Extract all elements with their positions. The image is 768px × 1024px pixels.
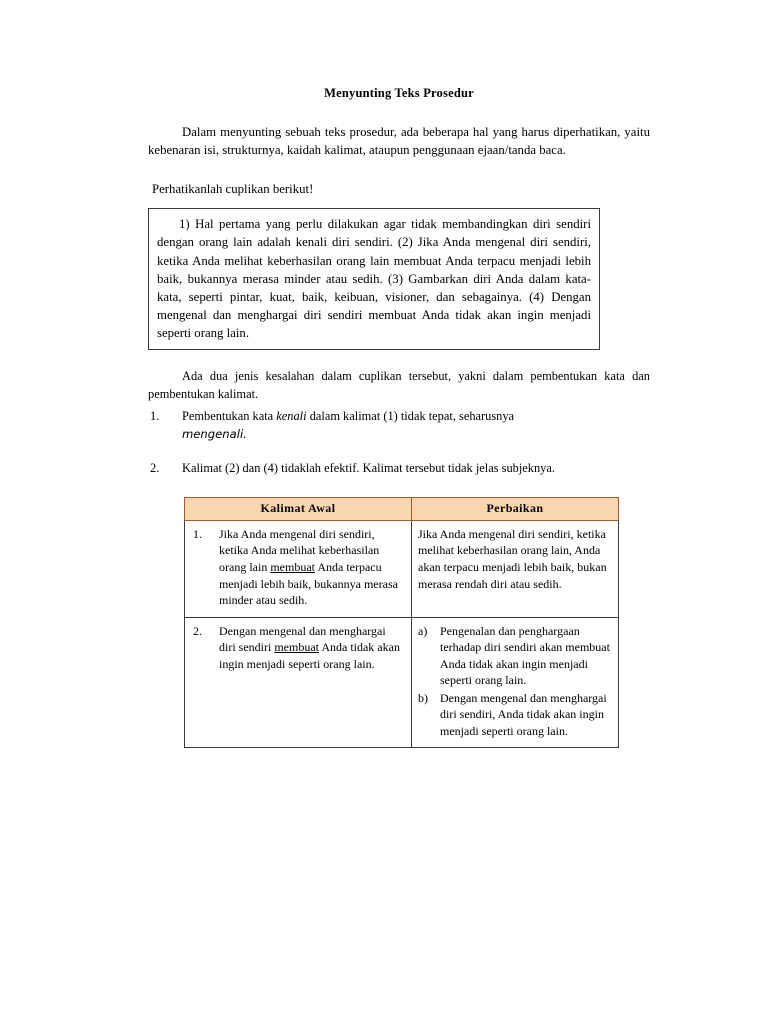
intro-paragraph: Dalam menyunting sebuah teks prosedur, ada beberapa hal yang harus diperhatikan, yaitu kebenaran isi, strukturnya, kaidah kalimat, ataupun penggunaan ejaan/tanda baca. (148, 125, 650, 158)
excerpt-text: 1) Hal pertama yang perlu dilakukan agar tidak membandingkan diri sendiri dengan orang lain adalah kenali diri sendiri. (2) Jika Anda mengenal diri sendiri, ketika Anda melihat keberhasilan orang lain membuat Anda terpacu menjadi lebih baik, bukannya merasa minder atau sedih. (3) Gambarkan diri Anda dalam kata-kata, seperti pintar, kuat, baik, keibuan, visioner, dan sebagainya. (4) Dengan mengenal dan menghargai diri sendiri membuat Anda tidak akan ingin menjadi seperti orang lain. (157, 217, 591, 341)
row-2-original-list (191, 623, 405, 673)
error-item-2 (148, 460, 650, 478)
lead-line: Perhatikanlah cuplikan berikut! (152, 182, 314, 197)
error-item-1 (148, 408, 650, 444)
comparison-table-wrapper (184, 497, 618, 748)
row-2-revision-text-b: Dengan mengenal dan menghargai diri sendiri, Anda tidak akan ingin menjadi seperti orang lain. (440, 690, 607, 738)
row-2-revision-cell (412, 617, 619, 748)
error-item-2-marker: 2. (150, 460, 160, 475)
table-row (185, 520, 619, 617)
row-2-revision-text-a: Pengenalan dan penghargaan terhadap diri sendiri akan membuat Anda tidak akan ingin menjadi seperti orang lain. (440, 623, 610, 688)
error-list (148, 408, 650, 478)
error-item-1-emphasis-serif: kenali (276, 408, 307, 423)
error-item-1-marker: 1. (150, 408, 160, 423)
row-2-revision-item-a (418, 623, 612, 689)
error-item-1-emphasis-sans: mengenali. (182, 426, 247, 441)
excerpt-box (148, 208, 600, 350)
row-1-original-cell (185, 520, 412, 617)
error-item-2-text: Kalimat (2) dan (4) tidaklah efektif. Kalimat tersebut tidak jelas subjeknya. (182, 460, 555, 475)
page-title: Menyunting Teks Prosedur (324, 86, 474, 100)
row-2-revision-list (418, 623, 612, 740)
column-header-perbaikan: Perbaikan (412, 498, 619, 520)
column-header-kalimat-awal: Kalimat Awal (185, 498, 412, 520)
comparison-table (184, 497, 619, 748)
row-1-original-part2: Anda terpacu menjadi lebih baik, bukannya merasa minder atau sedih. (219, 559, 398, 608)
row-2-original-item (191, 623, 405, 673)
row-1-original-marker: 1. (193, 526, 202, 541)
row-2-revision-marker-a: a) (418, 623, 428, 638)
row-2-original-part1: Dengan mengenal dan menghargai diri sendiri (219, 623, 386, 655)
row-2-original-marker: 2. (193, 623, 202, 638)
table-header-row (185, 498, 619, 520)
row-2-revision-item-b (418, 690, 612, 740)
row-2-revision-marker-b: b) (418, 690, 428, 705)
after-paragraph: Ada dua jenis kesalahan dalam cuplikan tersebut, yakni dalam pembentukan kata dan pembentukan kalimat. (148, 369, 650, 401)
row-1-original-underlined: membuat (270, 559, 315, 574)
row-1-revision-text: Jika Anda mengenal diri sendiri, ketika melihat keberhasilan orang lain, Anda akan terpacu menjadi lebih baik, bukan merasa rendah diri atau sedih. (418, 526, 607, 591)
row-2-original-part2: Anda tidak akan ingin menjadi seperti orang lain. (219, 640, 400, 671)
error-item-1-text-middle: dalam kalimat (1) tidak tepat, seharusnya (309, 408, 515, 423)
row-2-original-underlined: membuat (274, 640, 319, 655)
row-1-original-item (191, 526, 405, 609)
row-1-original-list (191, 526, 405, 609)
row-1-original-part1: Jika Anda mengenal diri sendiri, ketika Anda melihat keberhasilan orang lain (219, 526, 380, 574)
table-row (185, 617, 619, 748)
row-1-revision-cell (412, 520, 619, 617)
row-2-original-cell (185, 617, 412, 748)
error-item-1-text-before: Pembentukan kata (182, 408, 274, 423)
